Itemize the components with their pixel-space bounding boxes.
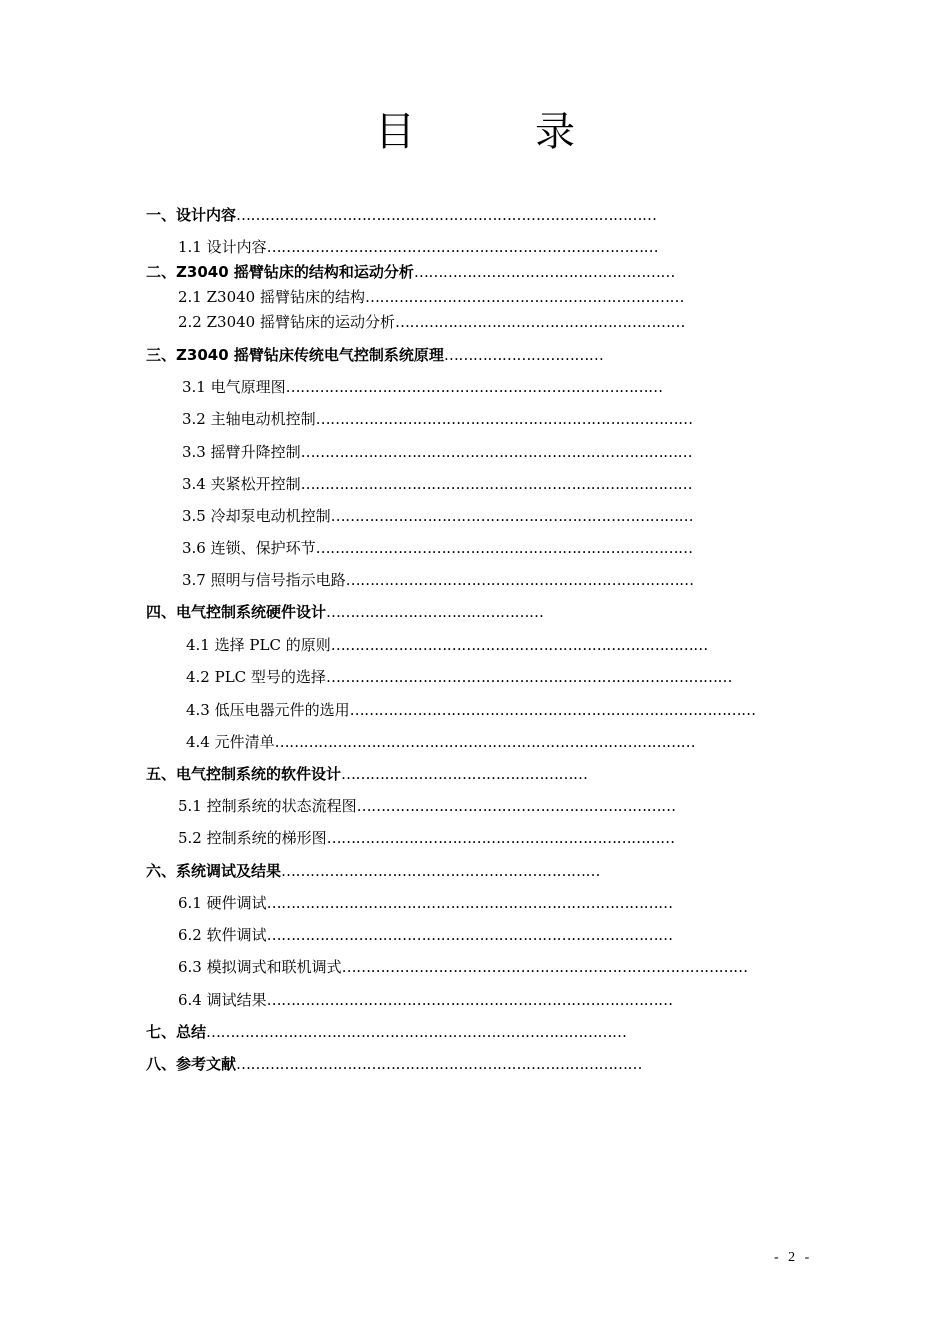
toc-entry-5-2[interactable] bbox=[178, 828, 675, 848]
toc-entry-label: 4.4 元件清单 bbox=[186, 733, 275, 751]
toc-entry-label: 4.2 PLC 型号的选择 bbox=[186, 668, 326, 686]
dot-leader: …………………………………………………………………………… bbox=[206, 1023, 627, 1041]
toc-entry-3-1[interactable] bbox=[182, 377, 663, 397]
toc-entry-3-6[interactable] bbox=[182, 538, 693, 558]
toc-entry-label: 2.2 Z3040 摇臂钻床的运动分析 bbox=[178, 313, 395, 331]
dot-leader: ……………………………………………………………………… bbox=[300, 475, 693, 493]
dot-leader: ……………………………………………………………… bbox=[345, 571, 694, 589]
toc-entry-1-1[interactable] bbox=[178, 237, 658, 257]
dot-leader: …………………………………………………………………… bbox=[330, 636, 708, 654]
dot-leader: ………………………………………………………… bbox=[356, 797, 676, 815]
toc-entry-label: 六、系统调试及结果 bbox=[146, 862, 282, 880]
toc-entry-label: 七、总结 bbox=[146, 1023, 207, 1041]
toc-entry-1[interactable] bbox=[146, 205, 657, 225]
toc-entry-label: 4.3 低压电器元件的选用 bbox=[186, 701, 350, 719]
dot-leader: ………………………………………………………………………… bbox=[266, 894, 673, 912]
toc-entry-label: 6.4 调试结果 bbox=[178, 991, 267, 1009]
toc-entry-label: 3.3 摇臂升降控制 bbox=[182, 443, 301, 461]
dot-leader: ………………………………………………………………………… bbox=[341, 958, 748, 976]
toc-entry-6-1[interactable] bbox=[178, 893, 673, 913]
dot-leader: …………………………………………… bbox=[341, 765, 588, 783]
dot-leader: ………………………………………………………………………… bbox=[266, 926, 673, 944]
dot-leader: …………………………………………………………………………… bbox=[236, 206, 657, 224]
toc-entry-3-2[interactable] bbox=[182, 409, 693, 429]
toc-entry-4[interactable] bbox=[146, 602, 544, 622]
toc-entry-label: 5.2 控制系统的梯形图 bbox=[178, 829, 327, 847]
toc-entry-label: 三、Z3040 摇臂钻床传统电气控制系统原理 bbox=[146, 346, 444, 364]
toc-entry-label: 2.1 Z3040 摇臂钻床的结构 bbox=[178, 288, 365, 306]
dot-leader: …………………………………………………………………………… bbox=[274, 733, 696, 751]
dot-leader: ………………………………………………………… bbox=[281, 862, 601, 880]
toc-entry-4-4[interactable] bbox=[186, 732, 695, 752]
toc-entry-2-1[interactable] bbox=[178, 287, 684, 307]
toc-entry-label: 6.3 模拟调式和联机调式 bbox=[178, 958, 342, 976]
toc-entry-2[interactable] bbox=[146, 262, 675, 282]
dot-leader: …………………………………………………………………… bbox=[315, 539, 693, 557]
toc-entry-label: 4.1 选择 PLC 的原则 bbox=[186, 636, 331, 654]
toc-entry-label: 四、电气控制系统硬件设计 bbox=[146, 603, 327, 621]
dot-leader: ………………………………………………………………………… bbox=[266, 991, 673, 1009]
toc-entry-5[interactable] bbox=[146, 764, 588, 784]
dot-leader: ………………………………………………………………………… bbox=[236, 1055, 643, 1073]
dot-leader: ………………………………………………………………………… bbox=[349, 701, 756, 719]
toc-entry-4-2[interactable] bbox=[186, 667, 732, 687]
dot-leader: ……………………………………………………………… bbox=[326, 829, 675, 847]
toc-entry-3-7[interactable] bbox=[182, 570, 694, 590]
toc-entry-6[interactable] bbox=[146, 861, 600, 881]
dot-leader: …………………………………………………………………… bbox=[285, 378, 663, 396]
toc-entry-label: 6.2 软件调试 bbox=[178, 926, 267, 944]
toc-entry-label: 一、设计内容 bbox=[146, 206, 237, 224]
toc-entry-6-4[interactable] bbox=[178, 990, 673, 1010]
toc-entry-5-1[interactable] bbox=[178, 796, 676, 816]
toc-entry-3[interactable] bbox=[146, 345, 603, 365]
toc-entry-label: 八、参考文献 bbox=[146, 1055, 237, 1073]
page-number: - 2 - bbox=[774, 1250, 813, 1265]
dot-leader: ………………………………………………………………………… bbox=[325, 668, 732, 686]
dot-leader: …………………………………………………… bbox=[395, 313, 685, 331]
dot-leader: ………………………………………………………… bbox=[365, 288, 684, 306]
toc-entry-label: 五、电气控制系统的软件设计 bbox=[146, 765, 342, 783]
toc-entry-label: 二、Z3040 摇臂钻床的结构和运动分析 bbox=[146, 263, 414, 281]
toc-entry-3-3[interactable] bbox=[182, 442, 692, 462]
dot-leader: ……………………………………………… bbox=[413, 263, 675, 281]
toc-entry-label: 5.1 控制系统的状态流程图 bbox=[178, 797, 357, 815]
toc-entry-label: 3.1 电气原理图 bbox=[182, 378, 286, 396]
toc-entry-label: 3.5 冷却泵电动机控制 bbox=[182, 507, 331, 525]
toc-entry-label: 1.1 设计内容 bbox=[178, 238, 267, 256]
dot-leader: ……………………………………………………………………… bbox=[300, 443, 693, 461]
toc-entry-label: 6.1 硬件调试 bbox=[178, 894, 267, 912]
toc-entry-3-5[interactable] bbox=[182, 506, 693, 526]
toc-entry-6-2[interactable] bbox=[178, 925, 673, 945]
dot-leader: …………………………… bbox=[443, 346, 604, 364]
toc-entry-label: 3.7 照明与信号指示电路 bbox=[182, 571, 346, 589]
toc-entry-3-4[interactable] bbox=[182, 474, 692, 494]
dot-leader: …………………………………………………………………… bbox=[315, 410, 693, 428]
toc-entry-4-1[interactable] bbox=[186, 635, 708, 655]
dot-leader: ………………………………………………………………… bbox=[330, 507, 694, 525]
toc-entry-6-3[interactable] bbox=[178, 957, 748, 977]
toc-entry-8[interactable] bbox=[146, 1054, 642, 1074]
dot-leader: ……………………………………………………………………… bbox=[266, 238, 659, 256]
toc-entry-label: 3.2 主轴电动机控制 bbox=[182, 410, 316, 428]
toc-entry-label: 3.6 连锁、保护环节 bbox=[182, 539, 316, 557]
toc-entry-7[interactable] bbox=[146, 1022, 627, 1042]
toc-entry-4-3[interactable] bbox=[186, 700, 756, 720]
toc-title: 目 录 bbox=[375, 109, 615, 155]
toc-entry-label: 3.4 夹紧松开控制 bbox=[182, 475, 301, 493]
toc-entry-2-2[interactable] bbox=[178, 312, 685, 332]
dot-leader: ……………………………………… bbox=[326, 603, 544, 621]
